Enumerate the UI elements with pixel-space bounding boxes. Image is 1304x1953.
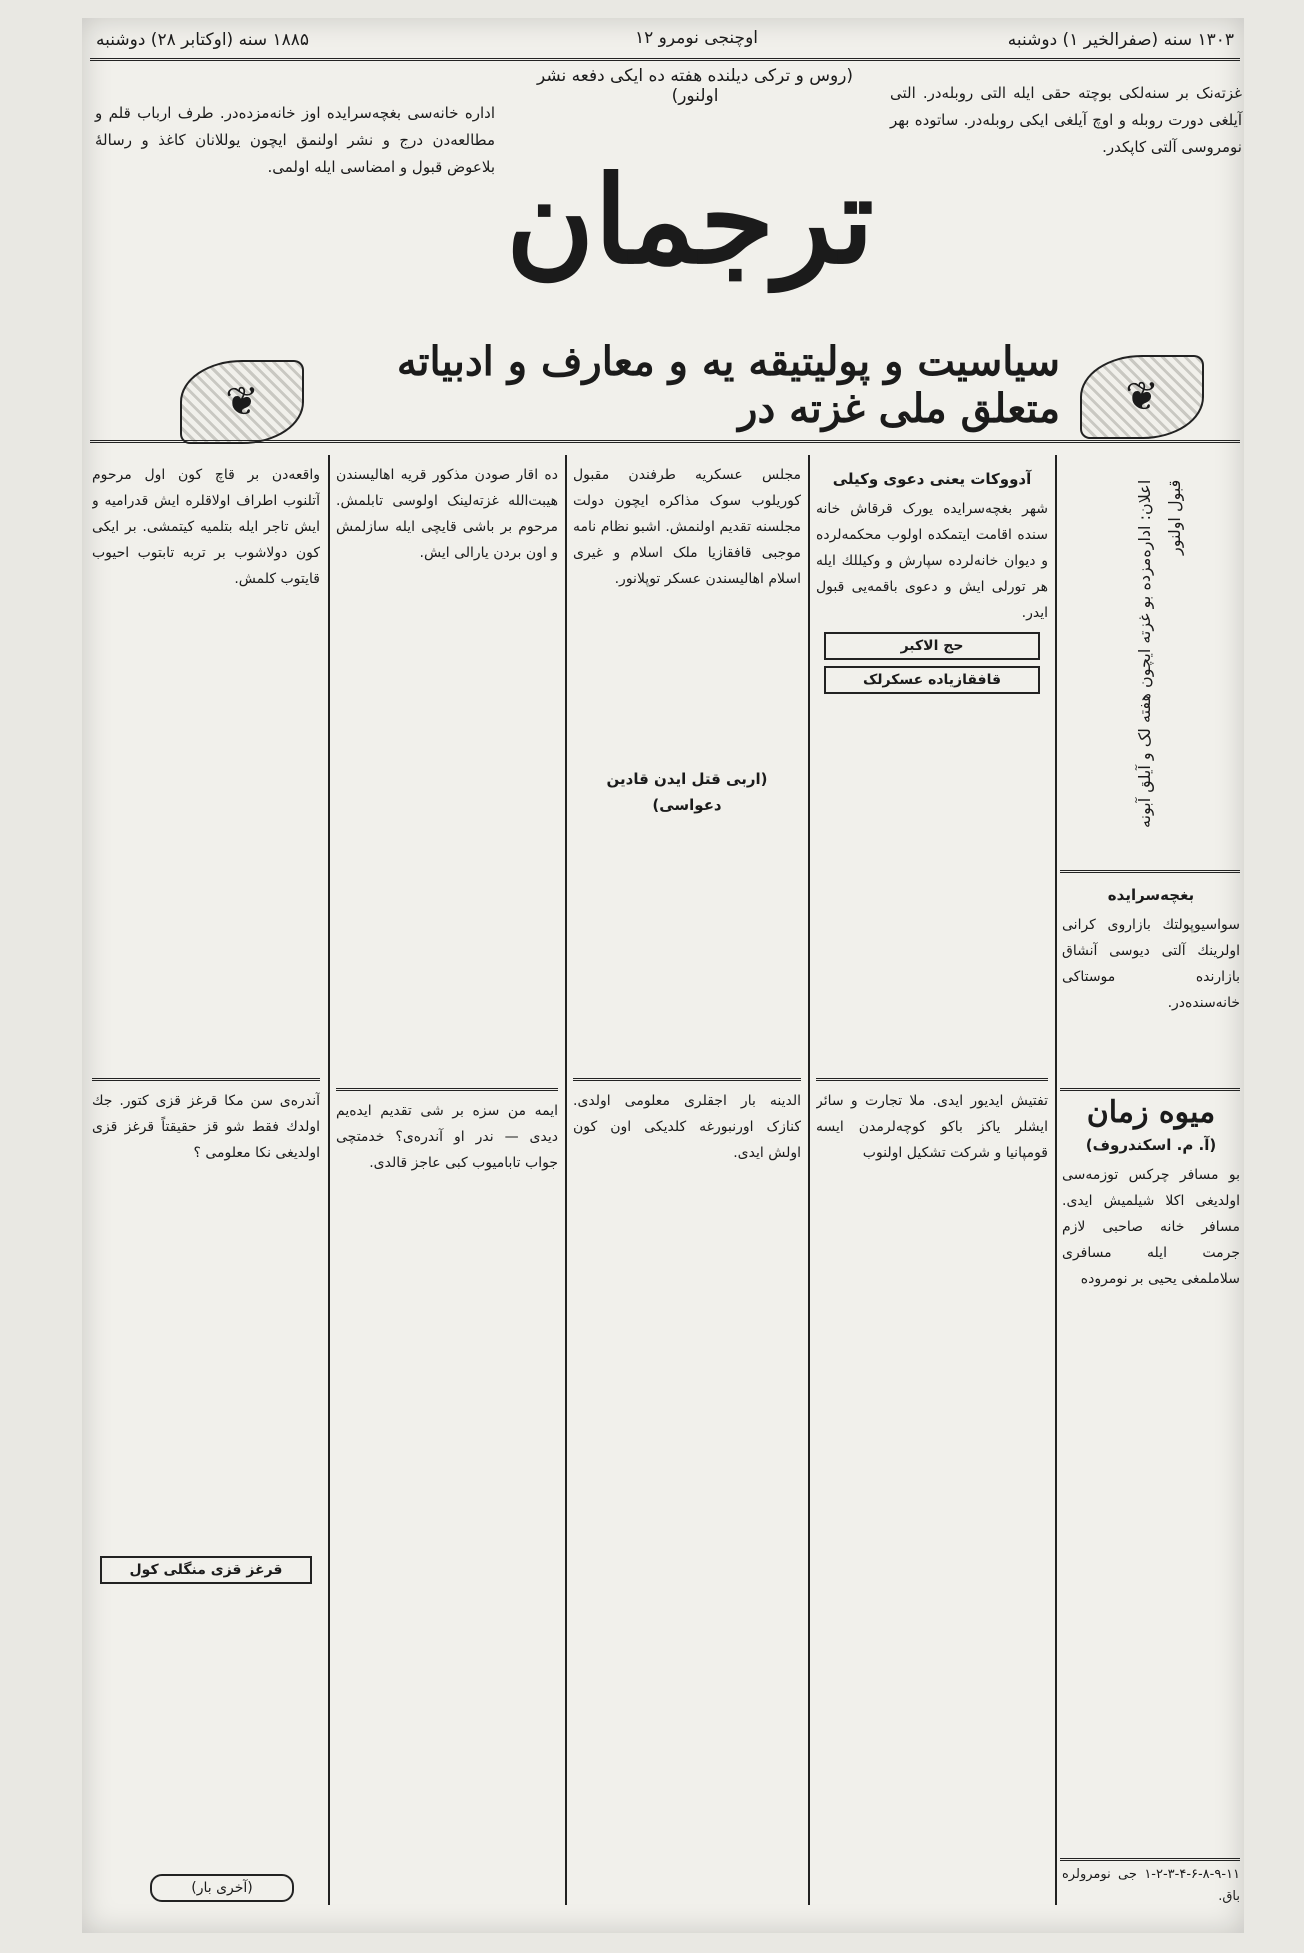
column-2-divider	[336, 1088, 558, 1091]
column-5-divider-1	[1060, 870, 1240, 873]
column-4-top	[816, 462, 1048, 1072]
column-5-divider-2	[1060, 1088, 1240, 1091]
issue-number: اوچنجی نومرو ۱۲	[635, 28, 758, 48]
header-divider	[90, 440, 1240, 443]
ornament-left-icon: ❦	[180, 360, 304, 444]
column-1-bottom: آندره‌ی سن مکا قرغز قزی کتور. جك اولدك فقط شو قز حقیقتاً قرغز قزی اولدیغی نکا معلومی‌ ؟	[92, 1093, 320, 1161]
column-5-footnote: ۱-۲-۳-۴-۶-۸-۹-۱۱ جی نومرولره باق.	[1062, 1867, 1240, 1904]
subscription-notice: غزته‌نک بر سنه‌لکی بوچته حقی ایله التی روبله‌در. التی آیلغی دورت روبله و اوچ آیلغی ایکی روبله‌در. ساتوده بهر نومروسی آلتی کاپکدر.	[890, 84, 1242, 156]
column-3-bottom: الدینه بار اجقلری معلومی اولدی. کنازک اورنبورغه کلدیکی اون کون اولش ایدی.	[573, 1093, 801, 1161]
vertical-advert-text: اعلان: اداره‌مزده بو غزته ایچون هفته لک و آیلق آبونه قبول اولنور	[1135, 480, 1184, 829]
column-3-middle	[573, 762, 801, 1072]
newspaper-title: ترجمان	[506, 149, 874, 291]
bakhchisaray-heading: بغچه‌سرایده	[1107, 886, 1195, 904]
tagline: سیاسیت و پولیتیقه یه و معارف و ادبیاته متعلق ملی غزته در	[396, 338, 1060, 432]
to-be-continued: (آخری بار)	[150, 1874, 294, 1902]
column-5-middle	[1062, 878, 1240, 1078]
serial-author: (آ. م. اسکندروف)	[1085, 1136, 1217, 1154]
masthead	[500, 120, 880, 320]
column-1-divider	[92, 1078, 320, 1081]
publication-frequency: (روس و ترکی دیلنده هفته ده ایکی دفعه نشر اولنور)	[536, 66, 854, 106]
column-2-top: ده اقار صودن مذکور قریه اهالیسندن هیبت‌الله غزته‌لینک اولوسی تابلمش. مرحوم بر باشی قایچی ایله سازلمش و اون بردن یارالی ایش.	[336, 467, 558, 561]
hijri-date: ۱۳۰۳ سنه (صفرالخیر ۱) دوشنبه	[1007, 30, 1234, 50]
lawyer-heading: آدووکات یعنی دعوی وکیلی	[832, 470, 1032, 488]
bakhchisaray-text: سواسیوپولتك بازاروی کرانی اولرینك آلتی دیوسی آنشاق بازارنده موستاکی خانه‌سنده‌در.	[1062, 917, 1240, 1011]
ornament-right-icon: ❦	[1080, 355, 1204, 439]
story-title-box: قرغز قزی منگلی کول	[100, 1556, 312, 1584]
gregorian-date: ۱۸۸۵ سنه (اوکتابر ۲۸) دوشنبه	[96, 30, 310, 50]
column-4-bottom: تفتیش ایدیور ایدی. ملا تجارت و سائر ایشلر یاکز باکو کوچه‌لرمدن ایسه قومپانیا و شرکت تشکیل اولنوب	[816, 1093, 1048, 1161]
column-4-divider	[816, 1078, 1048, 1081]
column-divider-2	[565, 455, 567, 1905]
column-divider-1	[328, 455, 330, 1905]
lawyer-advert: شهر بغچه‌سرایده یورک قرقاش خانه سنده اقامت ایتمکده اولوب محکمه‌لرده و دیوان خانه‌لرده سپارش و وکیللك ایله هر تورلی ایش و دعوی باقمه‌یی قبول ایدر.	[816, 501, 1048, 621]
hajj-heading: حج الاکبر	[824, 632, 1040, 660]
column-3-top: مجلس عسکریه طرفندن مقبول کوریلوب سوک مذاکره ایچون دولت مجلسنه تقدیم اولنمش. اشبو نظام نامه موجبی قافقازیا ملک اسلام و غیری اسلام اهالیسندن عسکر توپلانور.	[573, 467, 801, 587]
court-case-heading: (اربی قتل ایدن قادین دعواسی)	[606, 770, 768, 814]
serial-title: میوه زمان	[1086, 1095, 1216, 1130]
column-divider-3	[808, 455, 810, 1905]
dateline	[90, 26, 1240, 61]
column-2-bottom: ایمه من سزه بر شی تقدیم ایده‌یم دیدی — ندر او آندره‌ی؟ خدمتچی جواب تابامیوب کبی عاجز قالدی.	[336, 1103, 558, 1171]
military-heading: قافقازیاده عسکرلک	[824, 666, 1040, 694]
vertical-advert	[1080, 480, 1240, 860]
column-3-divider	[573, 1078, 801, 1081]
office-notice: اداره خانه‌سی بغچه‌سرایده اوز خانه‌مزده‌در. طرف ارباب قلم و مطالعه‌دن درج و نشر اولنمق ایچون یوللانان کاغذ و رسالهٔ بلاعوض قبول و امضاسی ایله اولمی.	[95, 104, 495, 176]
serial-text: بو مسافر چرکس توزمه‌سی اولدیغی اکلا شیلمیش ایدی. مسافر خانه صاحبی لازم جرمت ایله مسافری سلاملمغی یحیی بر نومروده	[1062, 1167, 1240, 1287]
column-5-bottom	[1062, 1094, 1240, 1854]
footnote-divider	[1060, 1858, 1240, 1861]
column-1-top: واقعه‌دن بر قاچ کون اول مرحوم آتلنوب اطراف اولاقلره ایش قدرامیه و ایش تاجر ایله بتلمیه کیتمشی. بر ایکی کون دولاشوب بر تربه تابتوب احیوب قایتوب کلمش.	[92, 467, 320, 587]
column-1-story	[92, 1550, 320, 1860]
column-divider-4	[1055, 455, 1057, 1905]
